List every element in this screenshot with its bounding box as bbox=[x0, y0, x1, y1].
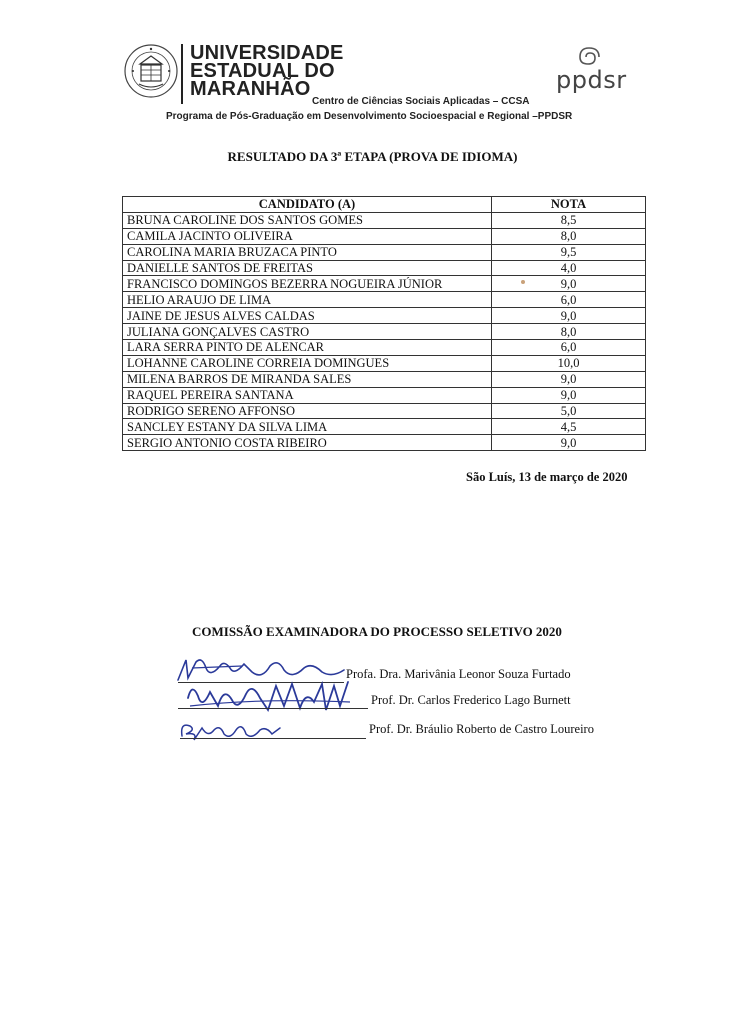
university-name bbox=[190, 44, 344, 98]
candidate-grade: 10,0 bbox=[492, 355, 646, 371]
ppdsr-logo bbox=[548, 40, 638, 106]
table-row bbox=[123, 276, 646, 292]
ppdsr-logo-text: ppdsr bbox=[556, 66, 627, 94]
candidate-name: HELIO ARAUJO DE LIMA bbox=[123, 292, 492, 308]
candidate-name: DANIELLE SANTOS DE FREITAS bbox=[123, 260, 492, 276]
table-row bbox=[123, 387, 646, 403]
candidate-name: FRANCISCO DOMINGOS BEZERRA NOGUEIRA JÚNIOR bbox=[123, 276, 492, 292]
centro-name: Centro de Ciências Sociais Aplicadas – CCSA bbox=[312, 96, 530, 107]
document-title: RESULTADO DA 3ª ETAPA (PROVA DE IDIOMA) bbox=[227, 149, 518, 164]
candidate-grade: 9,0 bbox=[492, 435, 646, 451]
candidate-name: LOHANNE CAROLINE CORREIA DOMINGUES bbox=[123, 355, 492, 371]
candidate-grade: 4,0 bbox=[492, 260, 646, 276]
candidate-name: LARA SERRA PINTO DE ALENCAR bbox=[123, 340, 492, 356]
commission-member-1: Profa. Dra. Marivânia Leonor Souza Furtado bbox=[346, 667, 571, 681]
candidate-grade: 6,0 bbox=[492, 340, 646, 356]
column-header-grade: NOTA bbox=[492, 197, 646, 213]
university-seal-icon bbox=[123, 40, 179, 102]
signature-loureiro bbox=[176, 718, 286, 744]
candidate-name: RODRIGO SERENO AFFONSO bbox=[123, 403, 492, 419]
commission-member-2: Prof. Dr. Carlos Frederico Lago Burnett bbox=[371, 693, 571, 707]
scan-mark bbox=[521, 280, 525, 284]
header-divider bbox=[181, 44, 183, 104]
candidate-grade: 8,0 bbox=[492, 228, 646, 244]
table-row bbox=[123, 308, 646, 324]
candidate-grade: 8,0 bbox=[492, 324, 646, 340]
university-name-line-2: ESTADUAL DO bbox=[190, 60, 335, 82]
table-row bbox=[123, 435, 646, 451]
candidate-name: SANCLEY ESTANY DA SILVA LIMA bbox=[123, 419, 492, 435]
column-header-candidate: CANDIDATO (A) bbox=[123, 197, 492, 213]
commission-title: COMISSÃO EXAMINADORA DO PROCESSO SELETIVO 2020 bbox=[192, 624, 562, 639]
candidate-name: RAQUEL PEREIRA SANTANA bbox=[123, 387, 492, 403]
signature-line-2 bbox=[178, 708, 368, 709]
table-row bbox=[123, 371, 646, 387]
date-line: São Luís, 13 de março de 2020 bbox=[466, 470, 628, 484]
commission-member-3: Prof. Dr. Bráulio Roberto de Castro Loureiro bbox=[369, 722, 594, 736]
candidate-grade: 9,0 bbox=[492, 276, 646, 292]
table-row bbox=[123, 340, 646, 356]
candidate-grade: 6,0 bbox=[492, 292, 646, 308]
table-row bbox=[123, 228, 646, 244]
candidate-name: JULIANA GONÇALVES CASTRO bbox=[123, 324, 492, 340]
signature-line-3 bbox=[180, 738, 366, 739]
table-row bbox=[123, 244, 646, 260]
candidate-grade: 9,0 bbox=[492, 387, 646, 403]
candidate-grade: 9,0 bbox=[492, 371, 646, 387]
university-name-line-1: UNIVERSIDADE bbox=[190, 42, 344, 64]
table-row bbox=[123, 355, 646, 371]
candidate-grade: 5,0 bbox=[492, 403, 646, 419]
candidate-name: SERGIO ANTONIO COSTA RIBEIRO bbox=[123, 435, 492, 451]
candidate-name: BRUNA CAROLINE DOS SANTOS GOMES bbox=[123, 212, 492, 228]
candidate-name: CAMILA JACINTO OLIVEIRA bbox=[123, 228, 492, 244]
table-row bbox=[123, 324, 646, 340]
table-row bbox=[123, 419, 646, 435]
results-table bbox=[122, 196, 646, 451]
programa-name: Programa de Pós-Graduação em Desenvolvimento Socioespacial e Regional –PPDSR bbox=[166, 111, 573, 122]
candidate-name: MILENA BARROS DE MIRANDA SALES bbox=[123, 371, 492, 387]
candidate-name: CAROLINA MARIA BRUZACA PINTO bbox=[123, 244, 492, 260]
table-row bbox=[123, 260, 646, 276]
table-header-row bbox=[123, 197, 646, 213]
candidate-grade: 9,5 bbox=[492, 244, 646, 260]
signature-burnett bbox=[180, 676, 360, 720]
candidate-grade: 4,5 bbox=[492, 419, 646, 435]
university-name-line-3: MARANHÃO bbox=[190, 78, 311, 100]
candidate-grade: 9,0 bbox=[492, 308, 646, 324]
table-row bbox=[123, 403, 646, 419]
table-row bbox=[123, 292, 646, 308]
candidate-grade: 8,5 bbox=[492, 212, 646, 228]
candidate-name: JAINE DE JESUS ALVES CALDAS bbox=[123, 308, 492, 324]
table-row bbox=[123, 212, 646, 228]
